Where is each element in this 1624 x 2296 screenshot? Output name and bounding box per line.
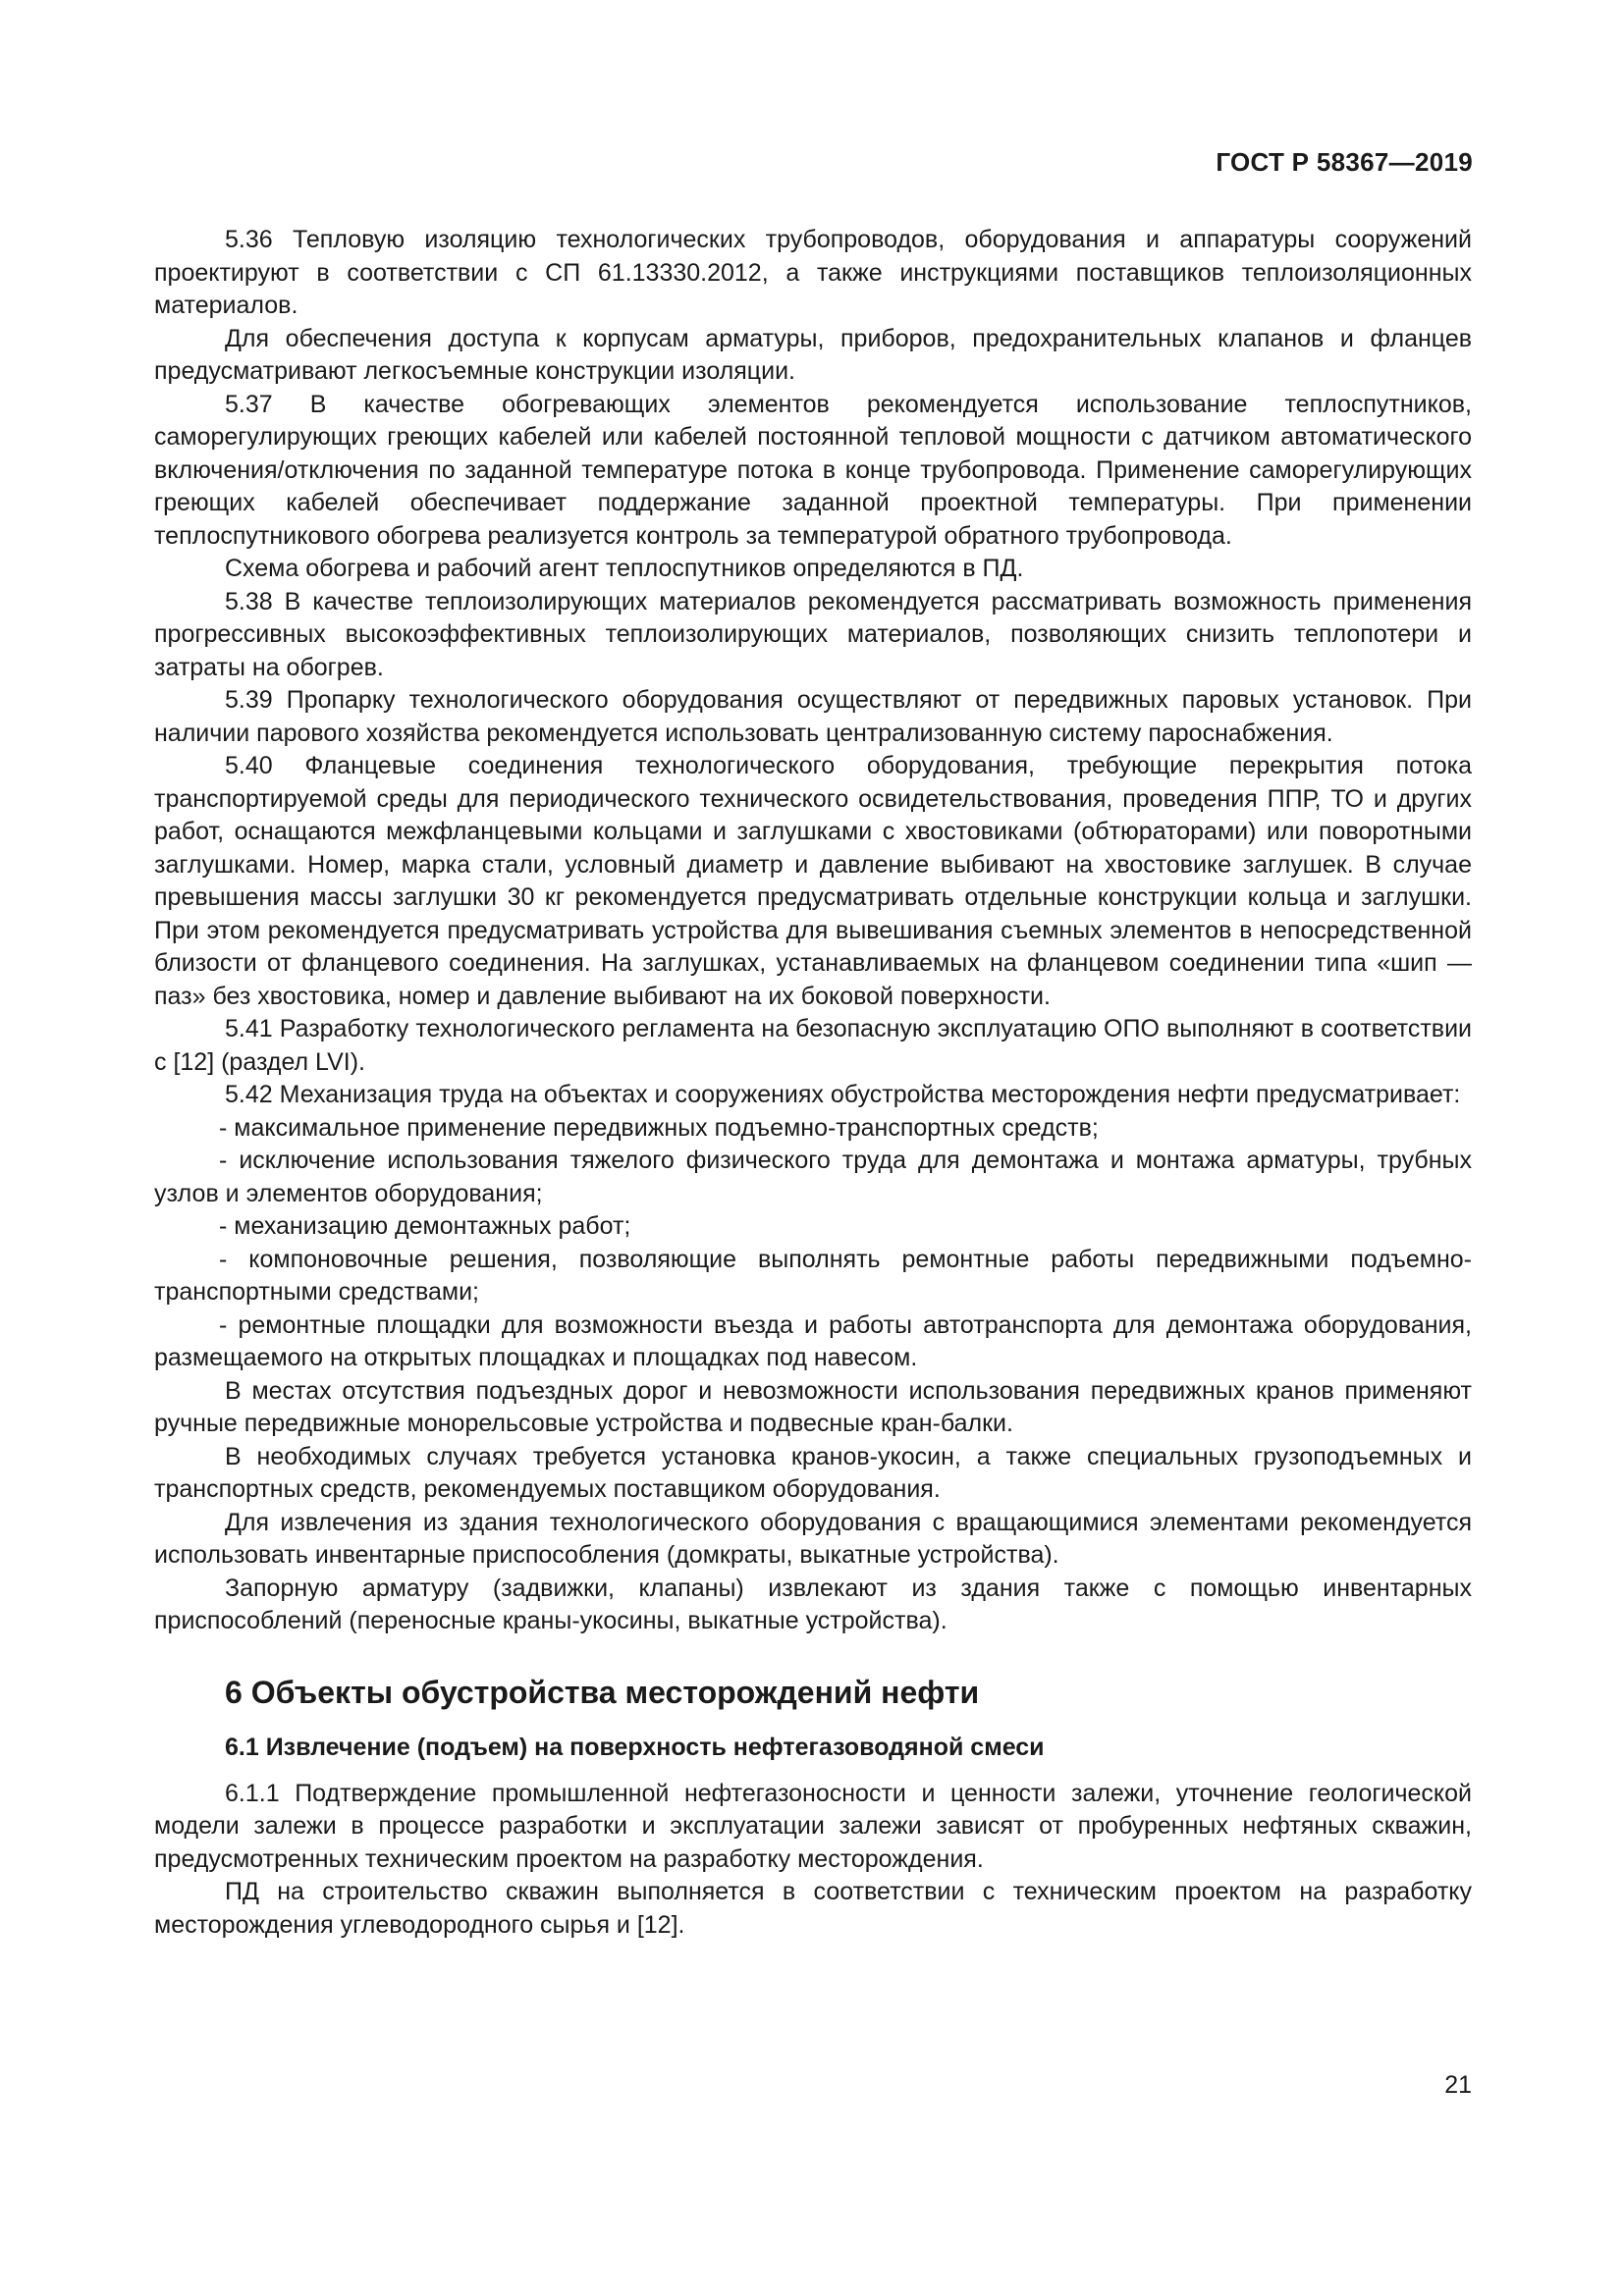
spacer — [154, 1764, 1472, 1778]
list-item: - механизацию демонтажных работ; — [219, 1212, 631, 1240]
list-item: - компоновочные решения, позволяющие выполнять ремонтные работы передвижными подъемно-транспортными средствами; — [154, 1245, 1472, 1306]
paragraph-5-38: 5.38 В качестве теплоизолирующих материалов рекомендуется рассматривать возможность применения прогрессивных высокоэффективных теплоизолирующих материалов, позволяющих снизить теплопотери и затраты на обогрев. — [154, 587, 1472, 681]
list-item: - максимальное применение передвижных подъемно-транспортных средств; — [219, 1113, 1099, 1142]
page-number: 21 — [1444, 2071, 1472, 2099]
paragraph-5-37: 5.37 В качестве обогревающих элементов рекомендуется использование теплоспутников, саморегулирующих греющих кабелей или кабелей постоянной тепловой мощности с датчиком автоматического включения/отключения по заданной температуре потока в конце трубопровода. Применение саморегулирующих греющих кабелей обеспечивает поддержание заданной проектной температуры. При применении теплоспутникового обогрева реализуется контроль за температурой обратного трубопровода. — [154, 390, 1472, 550]
document-number: ГОСТ Р 58367—2019 — [1216, 147, 1473, 177]
paragraph-jib-cranes: В необходимых случаях требуется установка кранов-укосин, а также специальных грузоподъемных и транспортных средств, рекомендуемых поставщиком оборудования. — [154, 1442, 1472, 1503]
paragraph-valves-removal: Запорную арматуру (задвижки, клапаны) извлекают из здания также с помощью инвентарных приспособлений (переносные краны-укосины, выкатные устройства). — [154, 1574, 1472, 1634]
paragraph-5-39: 5.39 Пропарку технологического оборудования осуществляют от передвижных паровых установок. При наличии парового хозяйства рекомендуется использовать централизованную систему пароснабжения. — [154, 686, 1472, 747]
paragraph-5-40: 5.40 Фланцевые соединения технологического оборудования, требующие перекрытия потока транспортируемой среды для периодического технического освидетельствования, проведения ППР, ТО и других работ, оснащаются межфланцевыми кольцами и заглушками с хвостовиками (обтюраторами) или поворотными заглушками. Номер, марка стали, условный диаметр и давление выбивают на хвостовике заглушек. В случае превышения массы заглушки 30 кг рекомендуется предусматривать отдельные конструкции кольца и заглушки. При этом рекомендуется предусматривать устройства для вывешивания съемных элементов в непосредственной близости от фланцевого соединения. На заглушках, устанавливаемых на фланцевом соединении типа «шип — паз» без хвостовика, номер и давление выбивают на их боковой поверхности. — [154, 752, 1472, 1010]
paragraph-6-1-1-design-docs: ПД на строительство скважин выполняется в соответствии с техническим проектом на разработку месторождения углеводородного сырья и [12]. — [154, 1878, 1472, 1939]
list-item: - ремонтные площадки для возможности въезда и работы автотранспорта для демонтажа оборудования, размещаемого на открытых площадках и площадках под навесом. — [154, 1310, 1472, 1371]
paragraph-5-37-heating-scheme: Схема обогрева и рабочий агент теплоспутников определяются в ПД. — [225, 555, 1024, 582]
subsection-6-1-heading: 6.1 Извлечение (подъем) на поверхность нефтегазоводяной смеси — [225, 1733, 1045, 1761]
section-6-heading: 6 Объекты обустройства месторождений нефти — [225, 1674, 980, 1710]
paragraph-cranes: В местах отсутствия подъездных дорог и невозможности использования передвижных кранов применяют ручные передвижные монорельсовые устройства и подвесные кран-балки. — [154, 1376, 1472, 1437]
document-body — [154, 224, 1472, 1942]
paragraph-5-36: 5.36 Тепловую изоляцию технологических трубопроводов, оборудования и аппаратуры сооружений проектируют в соответствии с СП 61.13330.2012, а также инструкциями поставщиков теплоизоляционных материалов. — [154, 226, 1472, 319]
paragraph-5-41: 5.41 Разработку технологического регламента на безопасную эксплуатацию ОПО выполняют в соответствии с [12] (раздел LVI). — [154, 1015, 1472, 1076]
paragraph-6-1-1: 6.1.1 Подтверждение промышленной нефтегазоносности и ценности залежи, уточнение геологической модели залежи в процессе разработки и эксплуатации залежи зависят от пробуренных нефтяных скважин, предусмотренных техническим проектом на разработку месторождения. — [154, 1779, 1472, 1873]
list-item: - исключение использования тяжелого физического труда для демонтажа и монтажа арматуры, трубных узлов и элементов оборудования; — [154, 1147, 1472, 1207]
paragraph-5-36-insulation-access: Для обеспечения доступа к корпусам арматуры, приборов, предохранительных клапанов и фланцев предусматривают легкосъемные конструкции изоляции. — [154, 324, 1472, 385]
paragraph-5-42: 5.42 Механизация труда на объектах и сооружениях обустройства месторождения нефти предусматривает: — [225, 1081, 1461, 1108]
paragraph-equipment-removal: Для извлечения из здания технологического оборудования с вращающимися элементами рекомендуется использовать инвентарные приспособления (домкраты, выкатные устройства). — [154, 1508, 1472, 1569]
